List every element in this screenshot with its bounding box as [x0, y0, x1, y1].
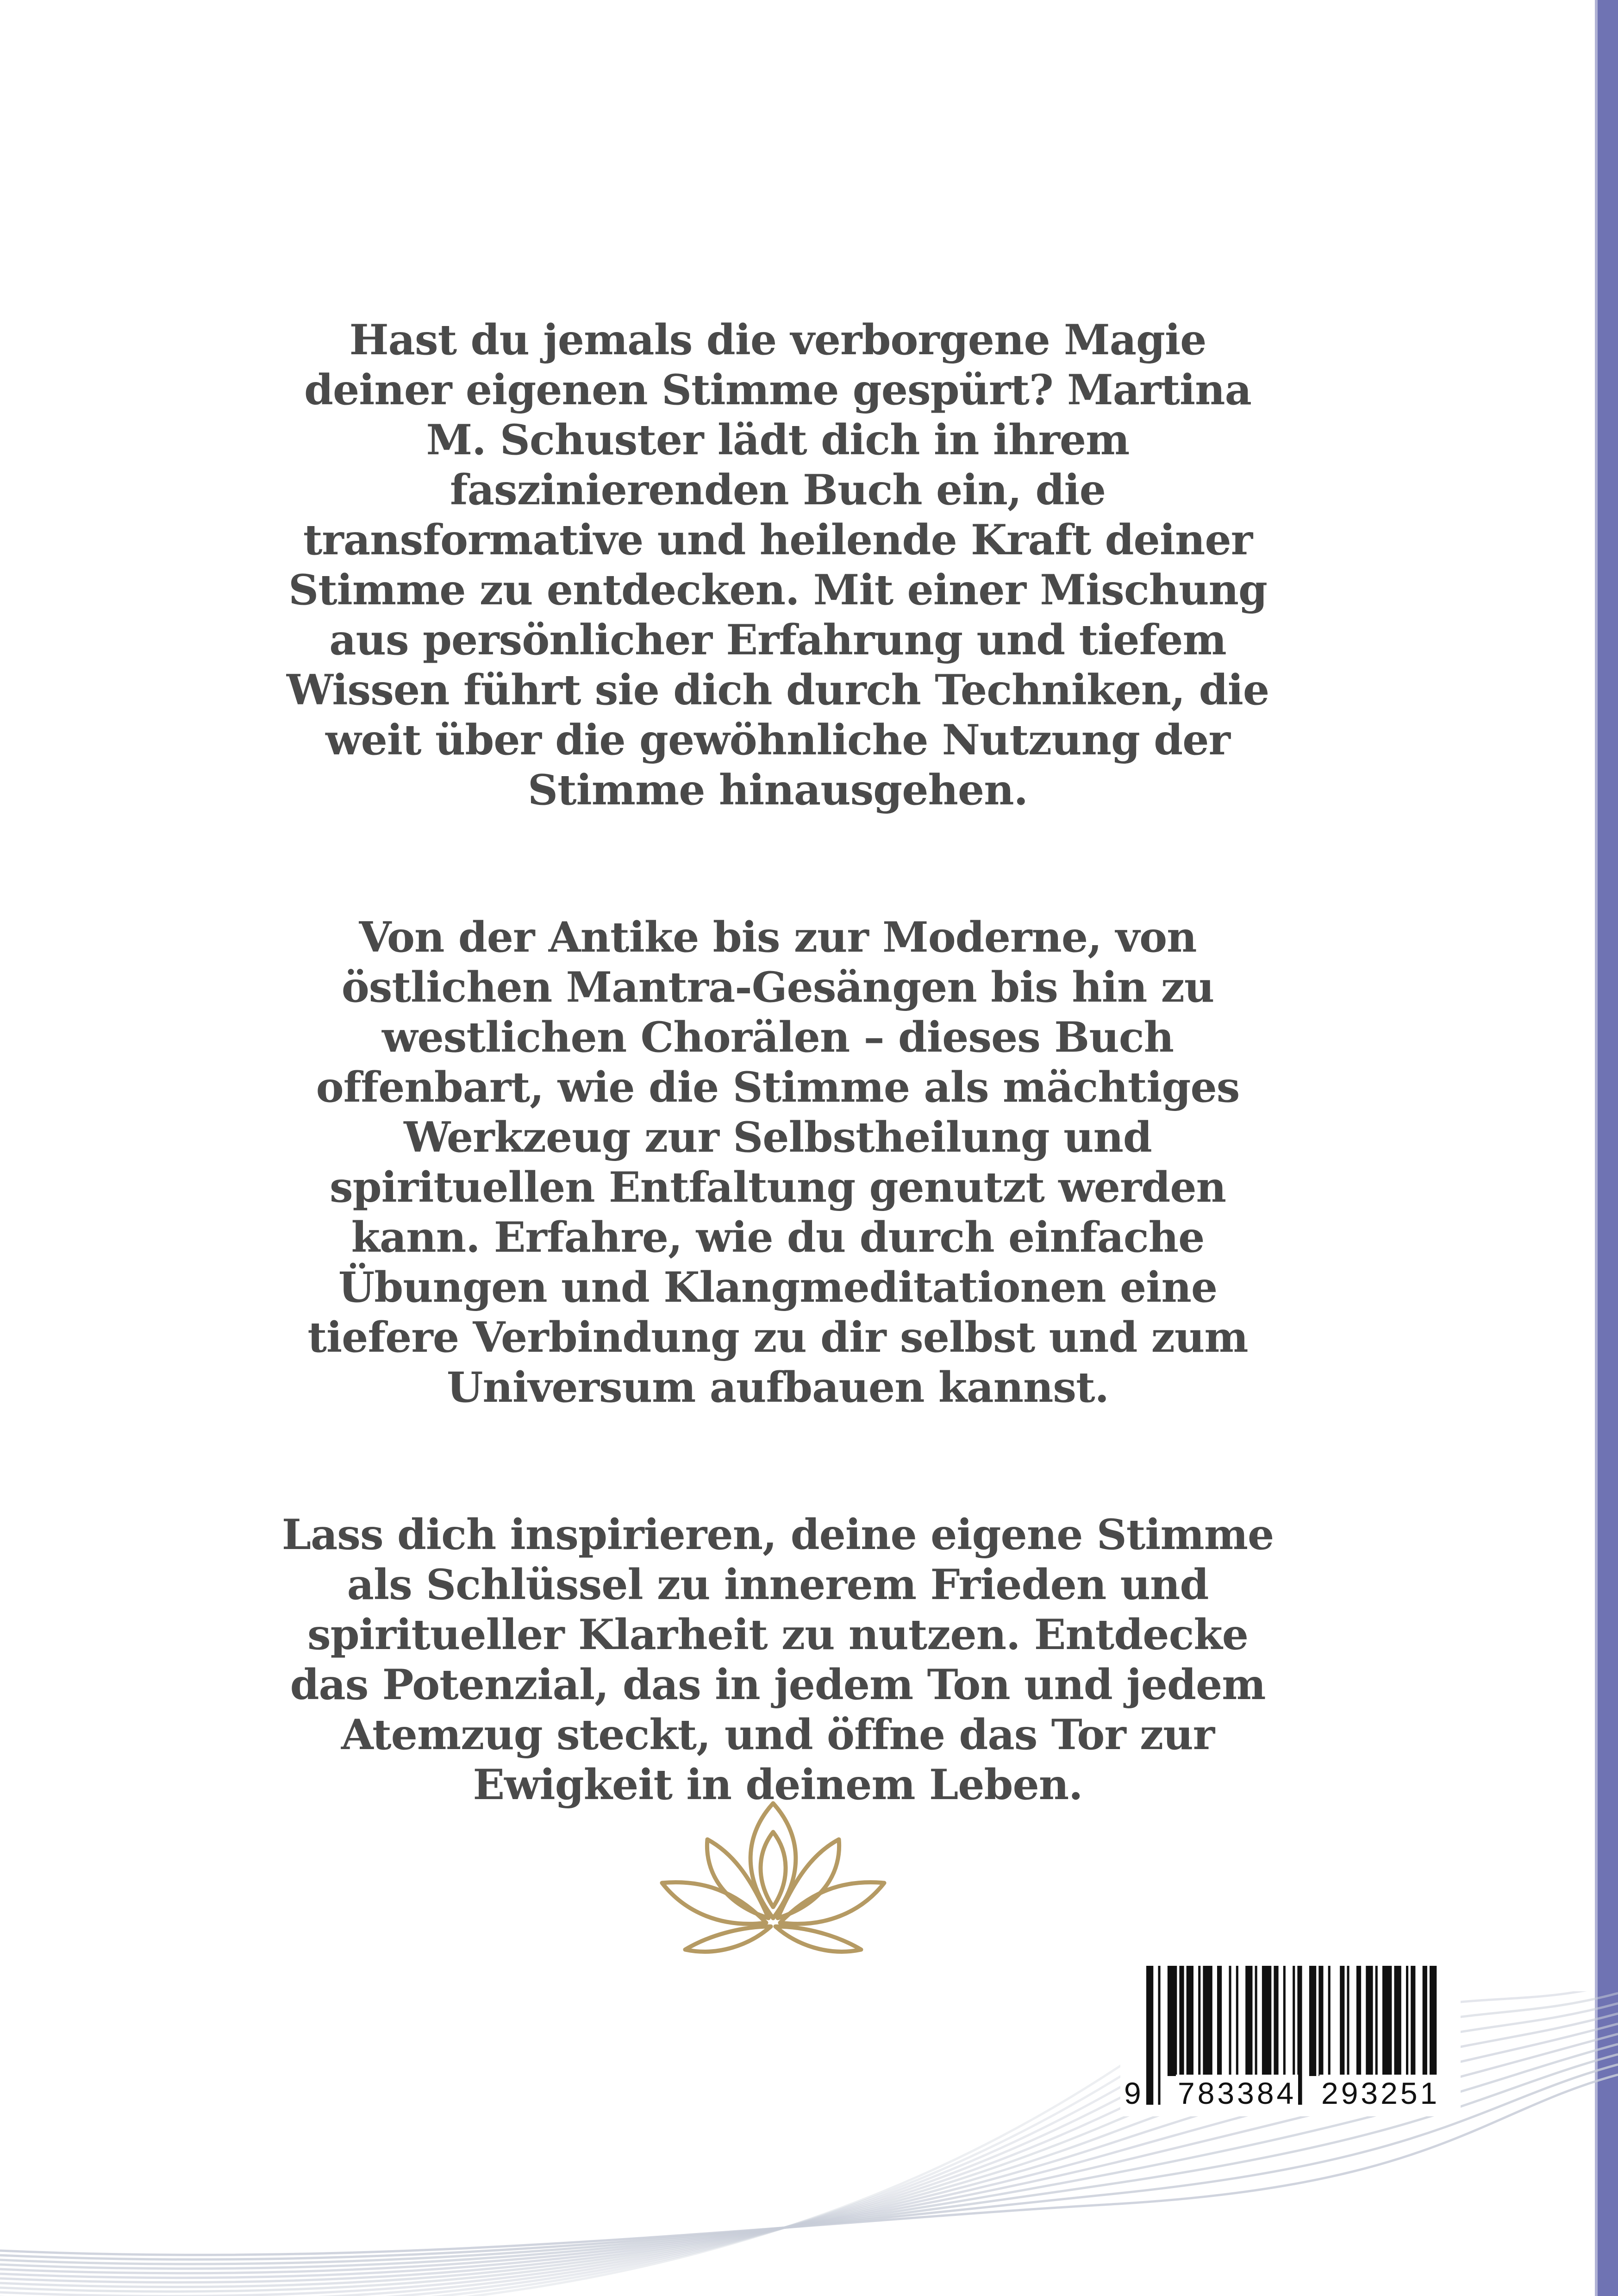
barcode-bar	[1411, 1966, 1415, 2076]
barcode-bar	[1356, 1966, 1361, 2076]
blurb-line: Lass dich inspirieren, deine eigene Stimme	[281, 1510, 1274, 1559]
barcode-bar	[1187, 1966, 1193, 2076]
isbn-barcode	[1120, 1957, 1461, 2116]
blurb-line: Von der Antike bis zur Moderne, von	[359, 913, 1197, 962]
barcode-bar	[1375, 1966, 1378, 2076]
blurb-line: tiefere Verbindung zu dir selbst und zum	[307, 1313, 1248, 1362]
blurb-line: das Potenzial, das in jedem Ton und jedem	[290, 1660, 1266, 1709]
barcode-bar	[1328, 1966, 1331, 2076]
blurb-line: Werkzeug zur Selbstheilung und	[404, 1113, 1152, 1162]
blurb-line: Wissen führt sie dich durch Techniken, die	[286, 665, 1269, 715]
blurb-line: Atemzug steckt, und öffne das Tor zur	[341, 1710, 1215, 1759]
blurb-paragraph-3	[278, 1510, 1278, 1810]
barcode-digits	[1120, 2075, 1461, 2112]
barcode-bar	[1406, 1966, 1408, 2076]
blurb-line: spiritueller Klarheit zu nutzen. Entdecke	[307, 1610, 1248, 1659]
blurb-line: deiner eigenen Stimme gespürt? Martina	[304, 365, 1251, 414]
barcode-bar	[1168, 1966, 1177, 2076]
barcode-bar	[1245, 1966, 1252, 2076]
barcode-bar	[1394, 1966, 1401, 2076]
blurb-line: spirituellen Entfaltung genutzt werden	[329, 1163, 1226, 1212]
barcode-bar	[1255, 1966, 1257, 2076]
barcode-bar	[1198, 1966, 1200, 2076]
barcode-bar	[1318, 1966, 1323, 2076]
barcode-bar	[1382, 1966, 1392, 2076]
barcode-digit-prefix: 9	[1122, 2075, 1143, 2112]
blurb-line: Hast du jemals die verborgene Magie	[349, 315, 1206, 364]
blurb-line: faszinierenden Buch ein, die	[450, 465, 1106, 514]
barcode-bar	[1179, 1966, 1184, 2076]
barcode-bar	[1203, 1966, 1212, 2076]
blurb-line: transformative und heilende Kraft deiner	[303, 515, 1253, 565]
blurb-line: Stimme zu entdecken. Mit einer Mischung	[288, 565, 1267, 615]
blurb-line: Ewigkeit in deinem Leben.	[473, 1760, 1083, 1809]
barcode-bar	[1309, 1966, 1316, 2076]
blurb-line: kann. Erfahre, wie du durch einfache	[351, 1213, 1205, 1262]
blurb-line: aus persönlicher Erfahrung und tiefem	[329, 615, 1226, 665]
lotus-icon	[653, 1797, 893, 1964]
blurb-paragraph-2	[278, 912, 1278, 1412]
barcode-digits-left: 783384	[1176, 2075, 1298, 2112]
barcode-bar	[1217, 1966, 1222, 2076]
barcode-bar	[1366, 1966, 1373, 2076]
blurb-line: Stimme hinausgehen.	[528, 765, 1028, 815]
barcode-bar	[1423, 1966, 1427, 2076]
barcode-bar	[1262, 1966, 1271, 2076]
barcode-bar	[1283, 1966, 1286, 2076]
barcode-bar	[1229, 1966, 1231, 2076]
back-cover-blurb	[278, 315, 1278, 1810]
blurb-line: offenbart, wie die Stimme als mächtiges	[316, 1063, 1240, 1112]
barcode-bar	[1340, 1966, 1344, 2076]
barcode-digits-right: 293251	[1319, 2075, 1442, 2112]
barcode-bar	[1236, 1966, 1238, 2076]
spine-band	[1598, 0, 1618, 2296]
blurb-line: Übungen und Klangmeditationen eine	[338, 1263, 1218, 1312]
barcode-bar	[1274, 1966, 1278, 2076]
blurb-line: westlichen Chorälen – dieses Buch	[381, 1013, 1174, 1062]
blurb-paragraph-1	[278, 315, 1278, 815]
blurb-line: Universum aufbauen kannst.	[446, 1363, 1109, 1412]
blurb-line: M. Schuster lädt dich in ihrem	[426, 415, 1130, 464]
blurb-line: als Schlüssel zu innerem Frieden und	[347, 1560, 1209, 1609]
blurb-line: östlichen Mantra-Gesängen bis hin zu	[341, 963, 1214, 1012]
blurb-line: weit über die gewöhnliche Nutzung der	[325, 715, 1230, 765]
barcode-bar	[1347, 1966, 1349, 2076]
